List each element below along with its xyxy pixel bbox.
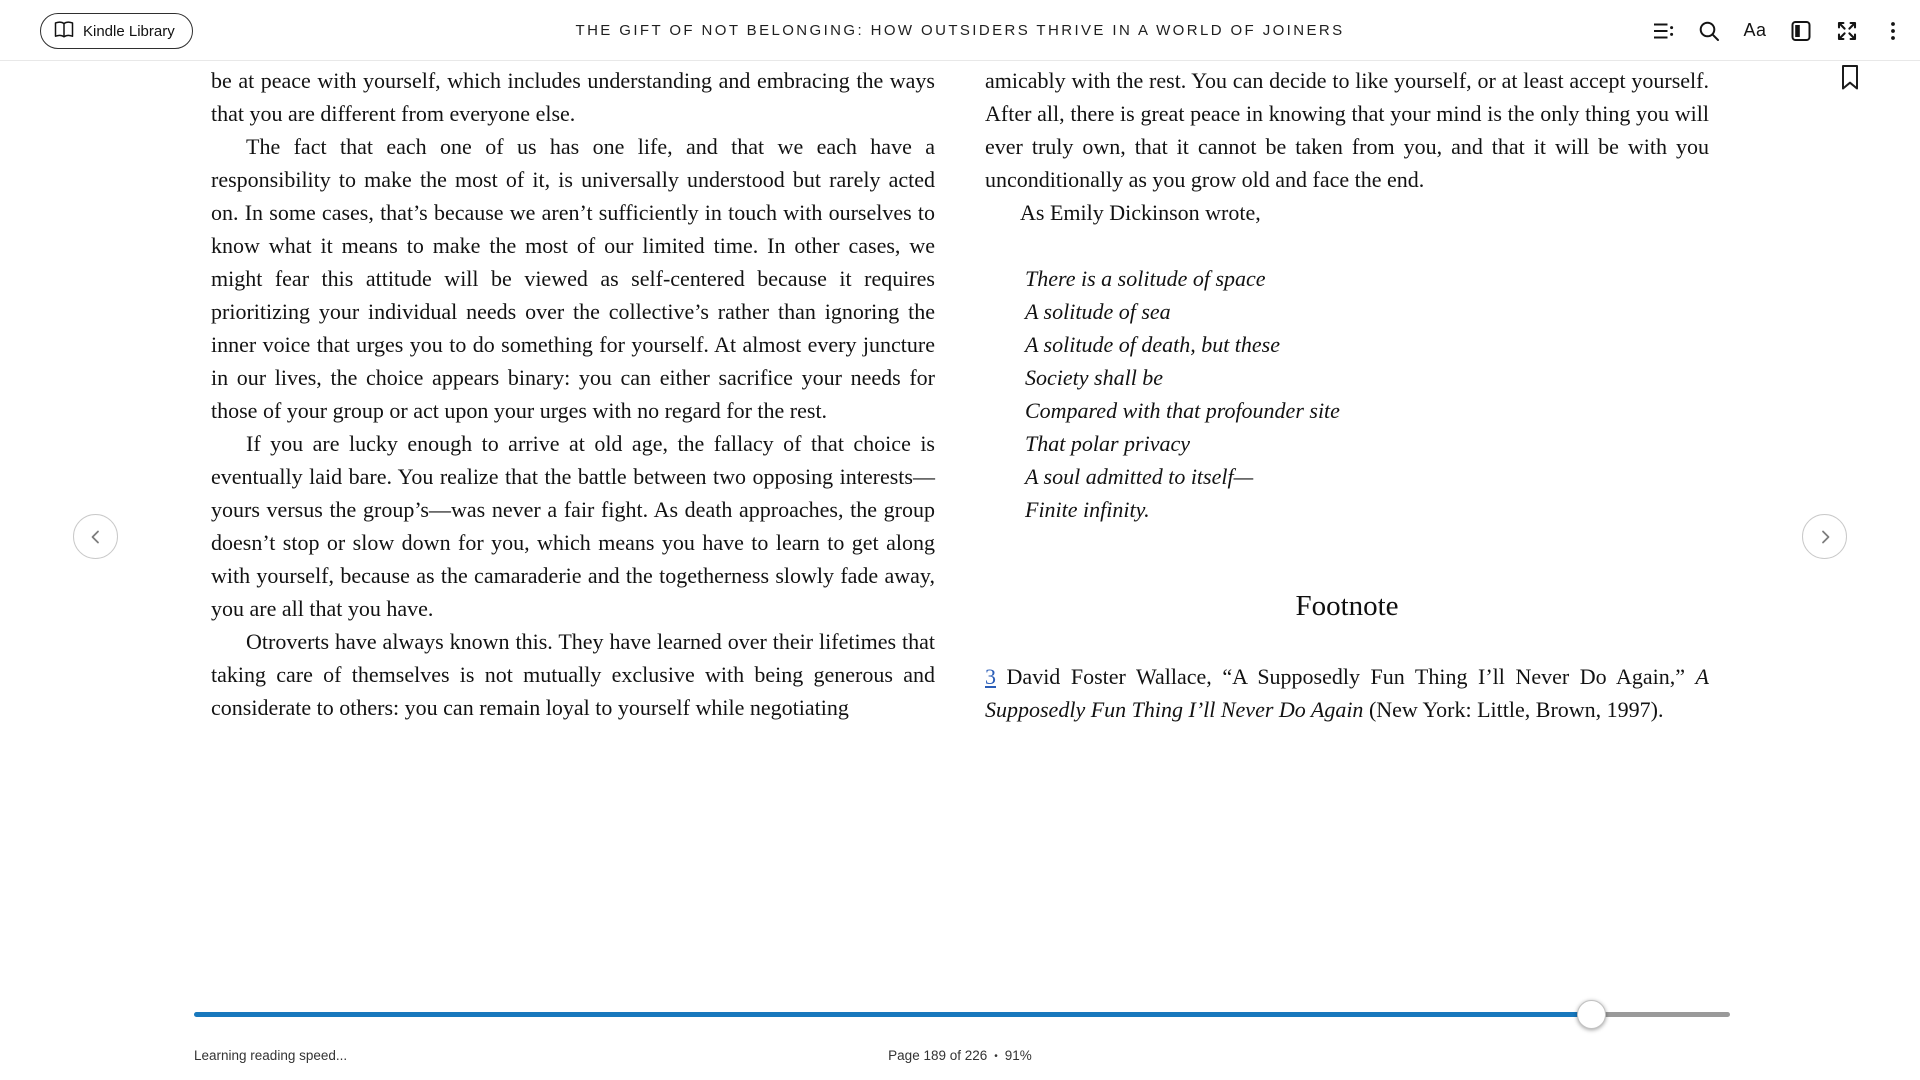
- fullscreen-icon[interactable]: [1834, 18, 1860, 44]
- bookmark-icon[interactable]: [1840, 64, 1860, 91]
- book-title: THE GIFT OF NOT BELONGING: HOW OUTSIDERS THRIVE IN A WORLD OF JOINERS: [575, 22, 1345, 39]
- more-menu-icon[interactable]: [1880, 18, 1906, 44]
- slider-fill: [194, 1012, 1592, 1017]
- font-settings-label: Aa: [1743, 20, 1767, 40]
- slider-track: [1592, 1012, 1730, 1017]
- page-info: [0, 1048, 1920, 1063]
- poem-line: A soul admitted to itself—: [1025, 464, 1254, 489]
- right-column: [985, 64, 1709, 726]
- paragraph: The fact that each one of us has one life, and that we each have a responsibility to make the most of it, is universally understood but rarely acted on. In some cases, that’s because we aren’t sufficiently in touch with ourselves to know what it means to make the most of our limited time. In other cases, we might fear this attitude will be viewed as self-centered because it requires prioritizing your individual needs over the collective’s rather than ignoring the inner voice that urges you to do something for yourself. At almost every juncture in our lives, the choice appears binary: you can either sacrifice your needs for those of your group or act upon your urges with no regard for the rest.: [211, 134, 935, 423]
- previous-page-button[interactable]: [73, 514, 118, 559]
- page-layout-icon[interactable]: [1788, 18, 1814, 44]
- footnote-book-title: A Supposedly Fun Thing I’ll Never Do Again: [985, 664, 1709, 722]
- kindle-library-label: Kindle Library: [83, 22, 175, 40]
- progress-slider[interactable]: [194, 1012, 1730, 1017]
- page-number: Page 189 of 226: [888, 1048, 988, 1063]
- toc-notes-icon[interactable]: [1650, 18, 1676, 44]
- paragraph: amicably with the rest. You can decide to like yourself, or at least accept yourself. After all, there is great peace in knowing that your mind is the only thing you will ever truly own, that it cannot be taken from you, and that it will be with you unconditionally as you grow old and face the end.: [985, 68, 1709, 192]
- left-column: [211, 64, 935, 724]
- footnote-paragraph: [985, 660, 1709, 726]
- open-book-icon: [54, 21, 74, 42]
- footnote-heading: Footnote: [1295, 590, 1399, 622]
- kindle-library-button[interactable]: [40, 13, 193, 49]
- poem-line: Society shall be: [1025, 365, 1164, 390]
- separator-dot: •: [994, 1050, 998, 1062]
- poem-line: A solitude of death, but these: [1025, 332, 1281, 357]
- footnote-text-before: David Foster Wallace, “A Supposedly Fun Thing I’ll Never Do Again,”: [996, 664, 1696, 689]
- poem-line: There is a solitude of space: [1025, 266, 1266, 291]
- poem-line: Compared with that profounder site: [1025, 398, 1340, 423]
- poem-line: Finite infinity.: [1025, 497, 1150, 522]
- reading-speed-status: Learning reading speed...: [194, 1048, 348, 1063]
- paragraph: If you are lucky enough to arrive at old age, the fallacy of that choice is eventually laid bare. You realize that the battle between two opposing interests—yours versus the group’s—was never a fair fight. As death approaches, the group doesn’t stop or slow down for you, which means you have to learn to get along with yourself, because as the camaraderie and the togetherness slowly fade away, you are all that you have.: [211, 431, 935, 621]
- next-page-button[interactable]: [1802, 514, 1847, 559]
- font-settings-icon[interactable]: [1742, 18, 1768, 44]
- search-icon[interactable]: [1696, 18, 1722, 44]
- poem-line: That polar privacy: [1025, 431, 1190, 456]
- paragraph: be at peace with yourself, which includes understanding and embracing the ways that you are different from everyone else.: [211, 68, 935, 126]
- footnote-link[interactable]: 3: [985, 664, 996, 689]
- slider-handle[interactable]: [1577, 1000, 1606, 1029]
- percent-read: 91%: [1004, 1048, 1032, 1063]
- poem-line: A solitude of sea: [1025, 299, 1171, 324]
- footnote-text-after: (New York: Little, Brown, 1997).: [1363, 697, 1664, 722]
- attribution-line: As Emily Dickinson wrote,: [1020, 200, 1261, 225]
- top-bar: [0, 0, 1920, 61]
- poem-block: [1025, 262, 1709, 526]
- paragraph: Otroverts have always known this. They have learned over their lifetimes that taking care of themselves is not mutually exclusive with being generous and considerate to others: you can remain loyal to yourself while negotiating: [211, 629, 935, 720]
- reader-toolbar: [1650, 0, 1906, 61]
